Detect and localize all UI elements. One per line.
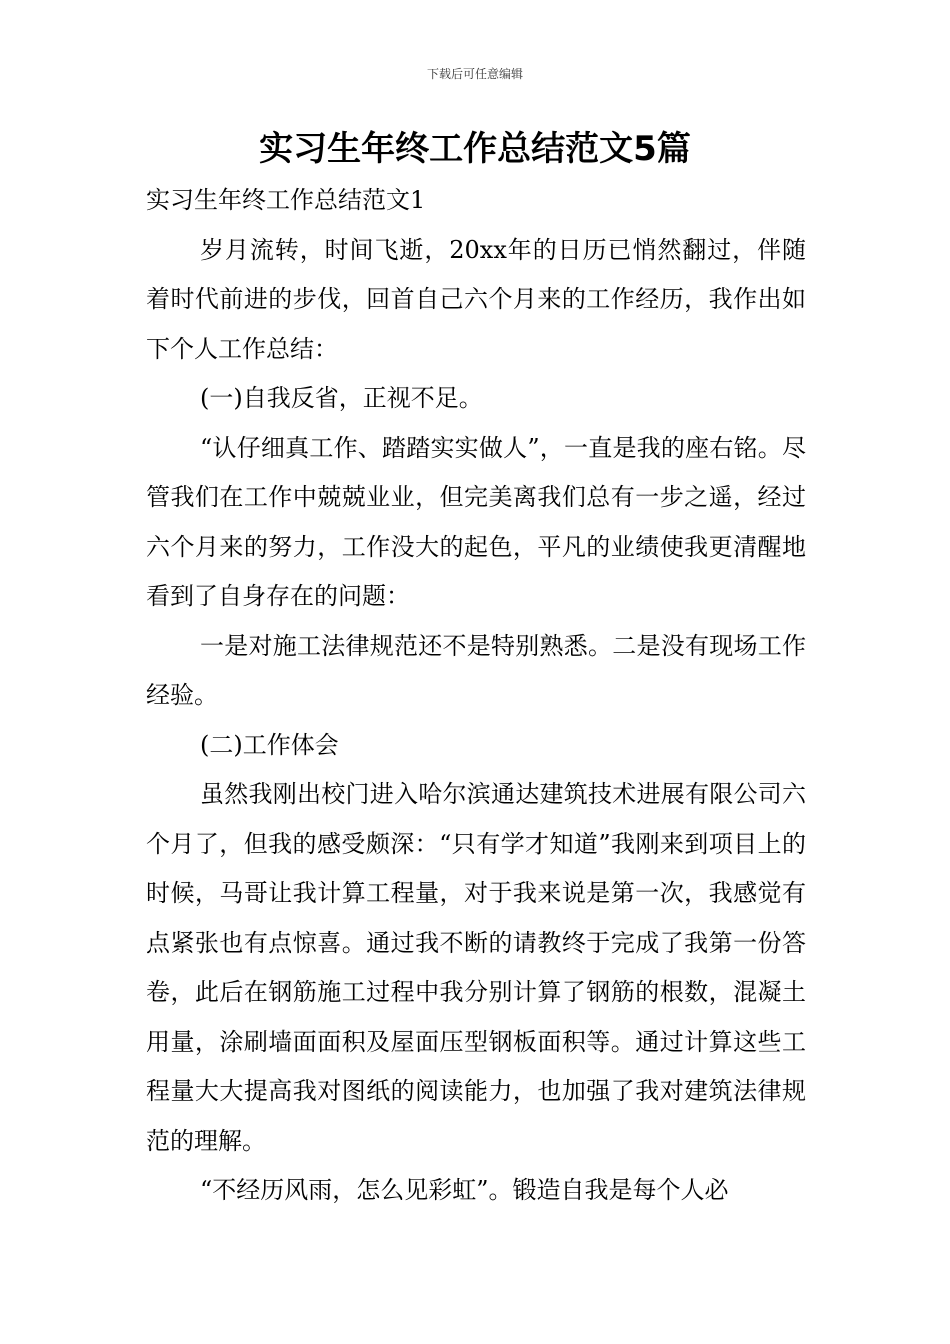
document-body	[146, 176, 806, 1216]
header-note: 下载后可任意编辑	[426, 67, 523, 81]
section-heading: 实习生年终工作总结范文1	[146, 186, 426, 214]
paragraph-experience: 虽然我刚出校门进入哈尔滨通达建筑技术进展有限公司六个月了，但我的感受颇深：“只有学才知道”我刚来到项目上的时候，马哥让我计算工程量，对于我来说是第一次，我感觉有点紧张也有点惊喜。通过我不断的请教终于完成了我第一份答卷，此后在钢筋施工过程中我分别计算了钢筋的根数，混凝土用量，涂刷墙面面积及屋面压型钢板面积等。通过计算这些工程量大大提高我对图纸的阅读能力，也加强了我对建筑法律规范的理解。	[146, 780, 806, 1155]
paragraph-shortcomings: 一是对施工法律规范还不是特别熟悉。二是没有现场工作经验。	[146, 631, 806, 709]
paragraph-subheading-1: (一)自我反省，正视不足。	[200, 384, 483, 412]
paragraph-subheading-2: (二)工作体会	[200, 730, 339, 759]
paragraph-motto: “认仔细真工作、踏踏实实做人”，一直是我的座右铭。尽管我们在工作中兢兢业业，但完美离我们总有一步之遥，经过六个月来的努力，工作没大的起色，平凡的业绩使我更清醒地看到了自身存在的问题：	[146, 433, 806, 610]
paragraph-continued: “不经历风雨，怎么见彩虹”。锻造自我是每个人必	[200, 1176, 729, 1204]
paragraph-intro: 岁月流转，时间飞逝，20xx年的日历已悄然翻过，伴随着时代前进的步伐，回首自己六个月来的工作经历，我作出如下个人工作总结：	[146, 235, 806, 363]
document-title: 实习生年终工作总结范文5篇	[259, 129, 691, 169]
